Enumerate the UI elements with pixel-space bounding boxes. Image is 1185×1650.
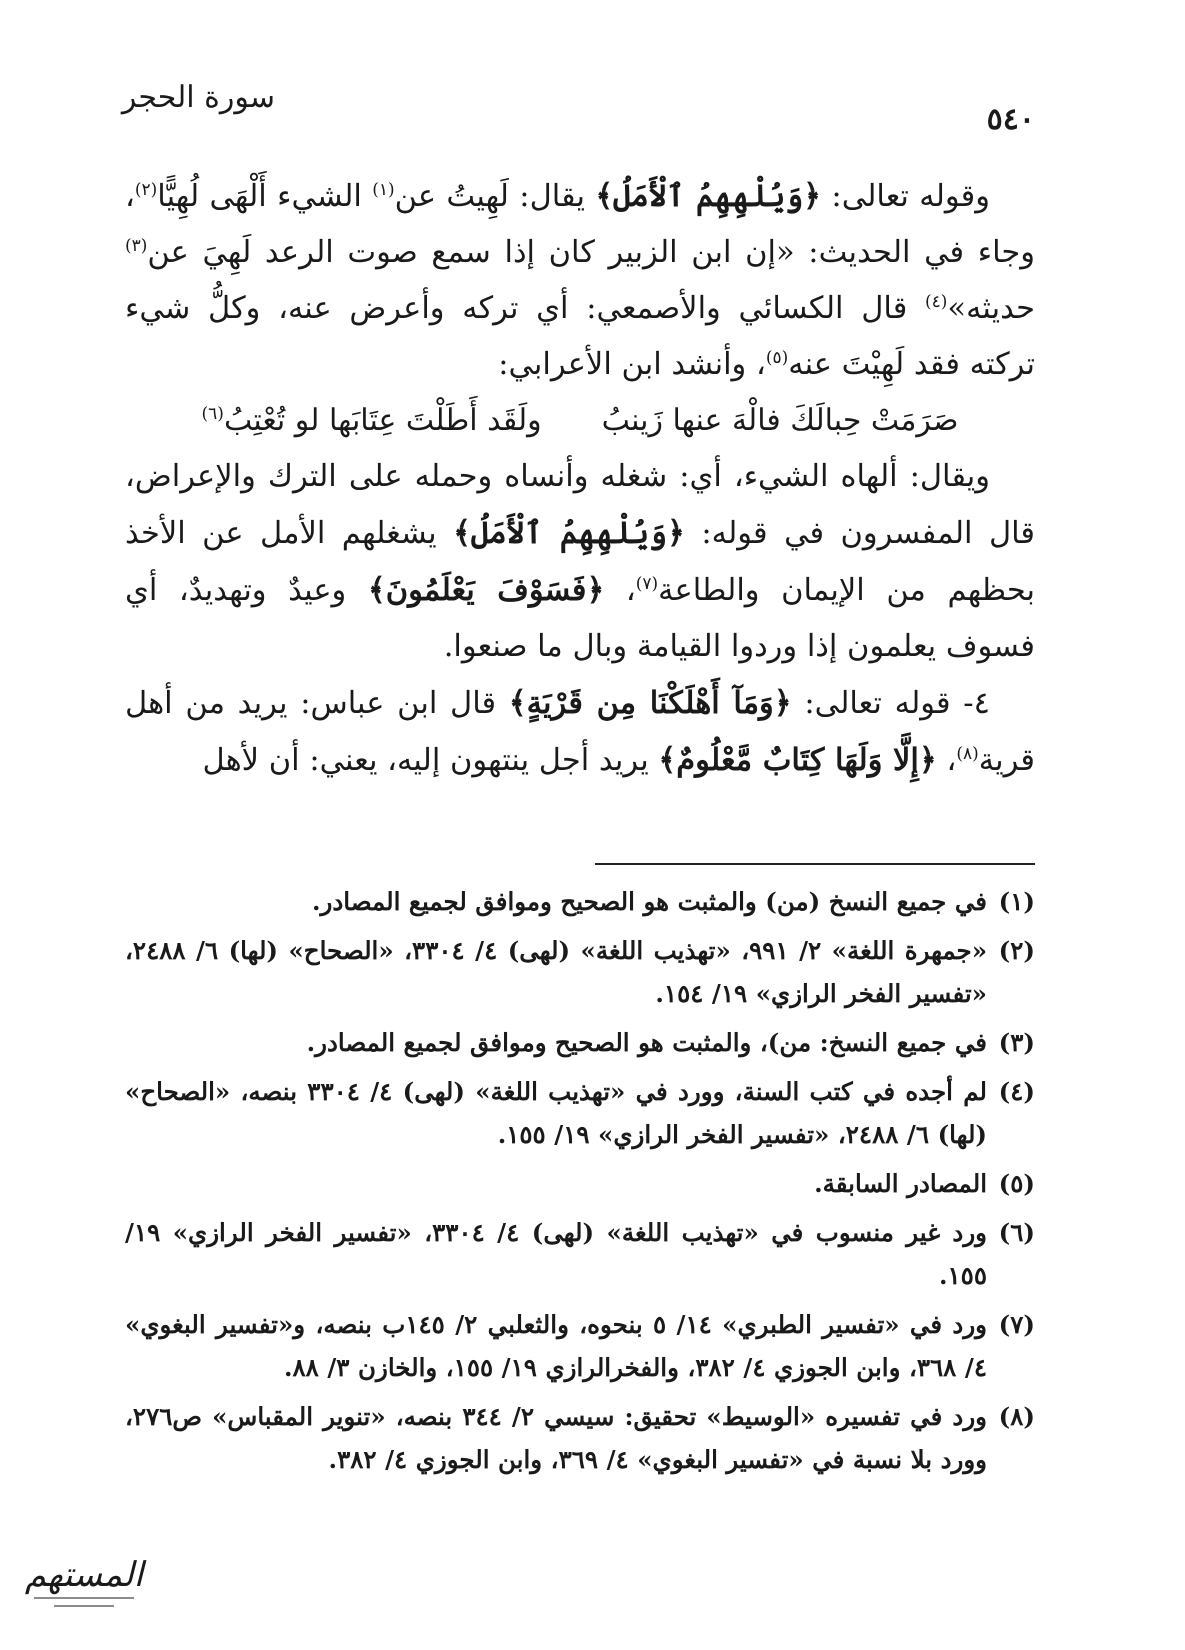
footnote-number: (٦) xyxy=(998,1218,1035,1247)
footnote-marker-4[interactable]: (٤) xyxy=(925,291,948,312)
page-header xyxy=(100,80,1035,137)
text-run: ، xyxy=(936,743,957,778)
footnote-7 xyxy=(125,1303,1035,1389)
text-run: ، وجاء في الحديث: «إن ابن الزبير كان إذا سمع صوت الرعد لَهِيَ عن xyxy=(125,179,1035,270)
footnote-number: (٨) xyxy=(998,1402,1035,1431)
quran-verse: ﴿فَسَوْفَ يَعْلَمُونَ﴾ xyxy=(367,572,605,608)
footnote-marker-5[interactable]: (٥) xyxy=(765,347,789,368)
publisher-logo-stamp xyxy=(14,1540,154,1620)
footnote-number: (٣) xyxy=(998,1028,1035,1057)
footnote-marker-7[interactable]: (٧) xyxy=(635,573,659,594)
main-text xyxy=(125,168,1035,789)
text-run: الشيء أَلْهَى لُهِيًّا xyxy=(157,179,373,214)
text-run: حديثه» xyxy=(947,291,1035,326)
footnote-number: (١) xyxy=(998,887,1035,916)
text-run: ، xyxy=(604,573,636,608)
text-run: قال الكسائي والأصمعي: أي تركه وأعرض عنه، وكلُّ شيء تركته فقد لَهِيْتَ عنه xyxy=(125,291,1035,382)
paragraph-2 xyxy=(125,449,1035,675)
quran-verse: ﴿وَمَآ أَهْلَكْنَا مِن قَرْيَةٍ﴾ xyxy=(508,685,792,721)
footnote-text: ورد في «تفسير الطبري» ١٤/ ٥ بنحوه، والثعلبي ٢/ ١٤٥ب بنصه، و«تفسير البغوي» ٤/ ٣٦٨، وابن الجوزي ٤/ ٣٨٢، والفخرالرازي ١٩/ ١٥٥، والخازن ٣/ ٨٨. xyxy=(125,1310,987,1382)
footnote-text: «جمهرة اللغة» ٢/ ٩٩١، «تهذيب اللغة» (لهى) ٤/ ٣٣٠٤، «الصحاح» (لها) ٦/ ٢٤٨٨، «تفسير الفخر الرازي» ١٩/ ١٥٤. xyxy=(125,936,988,1008)
quran-verse: ﴿وَيُلْهِهِمُ ٱلْأَمَلُ﴾ xyxy=(453,515,685,551)
footnote-text: لم أجده في كتب السنة، وورد في «تهذيب اللغة» (لهى) ٤/ ٣٣٠٤ بنصه، «الصحاح» (لها) ٦/ ٢٤٨٨، «تفسير الفخر الرازي» ١٩/ ١٥٥. xyxy=(125,1077,988,1149)
footnote-text: في جميع النسخ: من)، والمثبت هو الصحيح وموافق لجميع المصادر. xyxy=(306,1028,987,1057)
footnote-number: (٧) xyxy=(998,1310,1035,1339)
footnote-marker-3[interactable]: (٣) xyxy=(125,235,148,256)
verse-hemistich-right: صَرَمَتْ حِبالَكَ فالْهَ عنها زَينبُ xyxy=(601,403,959,438)
quran-verse: ﴿وَيُلْهِهِمُ ٱلْأَمَلُ﴾ xyxy=(595,178,822,214)
footnote-8 xyxy=(125,1395,1035,1481)
footnote-6 xyxy=(125,1211,1035,1297)
footnote-number: (٤) xyxy=(998,1077,1035,1106)
text-run: يقال: لَهِيتُ عن xyxy=(394,179,596,214)
text-run: وقوله تعالى: xyxy=(821,179,990,214)
text-run: ٤- قوله تعالى: xyxy=(791,686,990,721)
page-number: ٥٤٠ xyxy=(986,102,1035,137)
footnote-2 xyxy=(125,929,1035,1015)
footnote-marker-6[interactable]: (٦) xyxy=(201,404,224,424)
footnote-text: ورد غير منسوب في «تهذيب اللغة» (لهى) ٤/ ٣٣٠٤، «تفسير الفخر الرازي» ١٩/ ١٥٥. xyxy=(125,1218,988,1290)
text-run: قال ابن عباس: يريد من أهل قرية xyxy=(125,686,1035,778)
footnote-marker-2[interactable]: (٢) xyxy=(134,179,158,200)
logo-calligraphy: المستهم xyxy=(24,1555,144,1595)
poetry-verse xyxy=(125,393,1035,449)
footnote-number: (٢) xyxy=(998,936,1035,965)
footnote-marker-8[interactable]: (٨) xyxy=(956,743,979,764)
footnotes xyxy=(125,880,1035,1487)
surah-name: سورة الحجر xyxy=(121,80,275,115)
text-run: ، وأنشد ابن الأعرابي: xyxy=(498,347,766,382)
footnote-4 xyxy=(125,1070,1035,1156)
text-run: يشغلهم الأمل عن الأخذ بحظهم من الإيمان والطاعة xyxy=(125,516,1036,608)
footnote-3 xyxy=(125,1021,1035,1064)
paragraph-3 xyxy=(125,675,1035,789)
verse-hemistich-left: ولَقَد أَطَلْتَ عِتَابَها لو تُعْتِبُ xyxy=(223,403,542,438)
footnote-marker-1[interactable]: (١) xyxy=(372,179,395,200)
footnote-text: في جميع النسخ (من) والمثبت هو الصحيح وموافق لجميع المصادر. xyxy=(311,887,987,916)
footnote-separator xyxy=(595,863,1035,865)
quran-verse: ﴿إِلَّا وَلَهَا كِتَابٌ مَّعْلُومٌ﴾ xyxy=(658,742,937,778)
footnote-number: (٥) xyxy=(998,1169,1035,1198)
text-run: ويقال: ألهاه الشيء، أي: شغله وأنساه وحمله على الترك والإعراض، قال المفسرون في قوله: xyxy=(125,459,1035,551)
footnote-text: المصادر السابقة. xyxy=(814,1169,987,1198)
footnote-5 xyxy=(125,1162,1035,1205)
text-run: وعيدٌ وتهديدٌ، أي فسوف يعلمون إذا وردوا القيامة وبال ما صنعوا. xyxy=(125,573,1035,664)
paragraph-1 xyxy=(125,168,1035,393)
footnote-1 xyxy=(125,880,1035,923)
text-run: يريد أجل ينتهون إليه، يعني: أن لأهل xyxy=(202,743,659,778)
footnote-text: ورد في تفسيره «الوسيط» تحقيق: سيسي ٢/ ٣٤٤ بنصه، «تنوير المقباس» ص٢٧٦، وورد بلا نسبة في «تفسير البغوي» ٤/ ٣٦٩، وابن الجوزي ٤/ ٣٨٢. xyxy=(125,1402,987,1474)
